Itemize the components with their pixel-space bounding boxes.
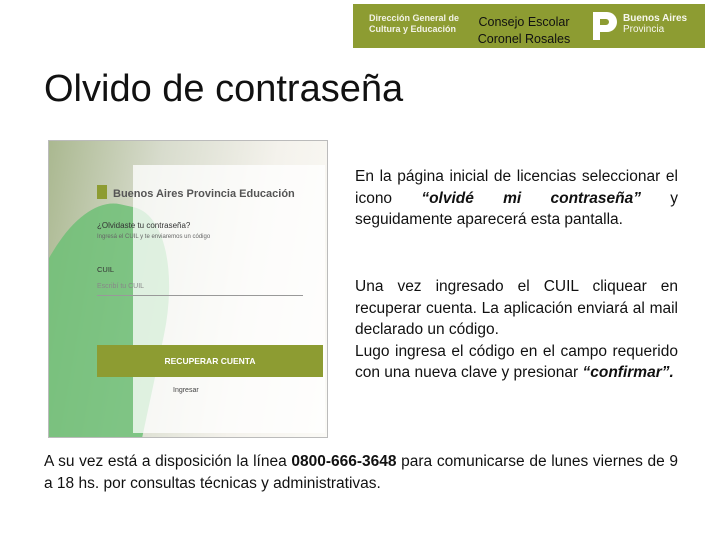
screenshot-card [133, 165, 325, 433]
pba-line-1: Buenos Aires [623, 13, 688, 24]
p-logo-icon [97, 185, 107, 199]
screenshot-cuil-label: CUIL [97, 265, 115, 274]
page-title: Olvido de contraseña [44, 68, 404, 110]
p2-line-a: Una vez ingresado el CUIL cliquear en recuperar cuenta. La aplicación enviará al mail declarado un código. [355, 278, 678, 338]
screenshot-logo-text: Buenos Aires Provincia Educación [113, 188, 295, 200]
screenshot-login-link: Ingresar [173, 387, 199, 394]
header-banner [353, 4, 705, 48]
school-name [469, 14, 579, 48]
screenshot-recover-button: RECUPERAR CUENTA [97, 345, 323, 377]
provincia-logo-icon [589, 10, 619, 42]
pba-logo-text [623, 13, 687, 35]
p1-emphasis: “olvidé mi contraseña” [421, 189, 641, 207]
screenshot-logo [97, 185, 295, 200]
p1-after: y seguidamente aparecerá esta pantalla. [355, 189, 678, 228]
screenshot-question: ¿Olvidaste tu contraseña? [97, 221, 191, 230]
dge-line-2: Cultura y Educación [369, 24, 457, 34]
phone-number: 0800-666-3648 [291, 453, 397, 470]
p2-emphasis: “confirmar”. [582, 364, 674, 381]
screenshot-subtext: Ingresá el CUIL y te enviaremos un código [97, 234, 211, 240]
instruction-paragraph-1 [355, 166, 678, 231]
contact-paragraph [44, 451, 678, 495]
p2-line-b: Lugo ingresa el código en el campo requerido con una nueva clave y presionar [355, 342, 678, 381]
contact-before: A su vez está a disposición la línea [44, 453, 292, 470]
instruction-paragraph-2 [355, 276, 678, 384]
p1-before: En la página inicial de licencias seleccionar el icono [355, 168, 678, 207]
login-screenshot [48, 140, 328, 438]
school-line-1: Consejo Escolar [478, 15, 570, 29]
dge-line-1: Dirección General de [369, 13, 460, 23]
contact-after: para comunicarse de lunes viernes de 9 a 18 hs. por consultas técnicas y administrativas. [44, 453, 678, 492]
school-line-2: Coronel Rosales [477, 32, 571, 46]
screenshot-cuil-input: Escribí tu CUIL [97, 279, 303, 296]
pba-line-2: Provincia [623, 24, 665, 35]
dge-logo-text [369, 13, 459, 35]
